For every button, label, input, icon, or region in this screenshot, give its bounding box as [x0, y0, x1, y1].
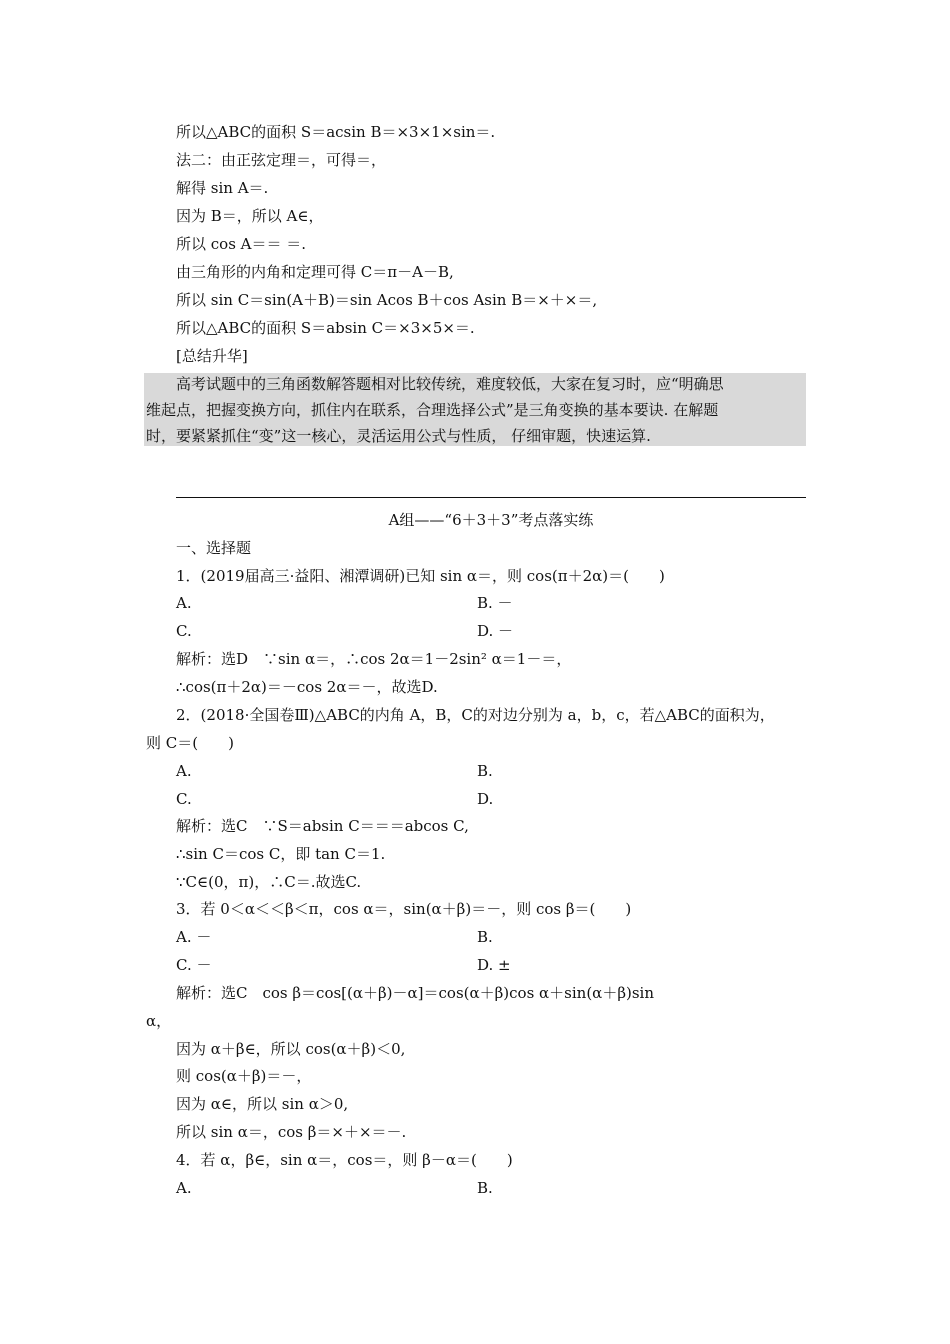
q1-option-d: D. － — [477, 622, 514, 640]
q2-solution-3: ∵C∈(0，π)，∴C＝.故选C. — [176, 873, 362, 891]
q1-stem: 1．(2019届高三·益阳、湘潭调研)已知 sin α＝，则 cos(π＋2α)＝( ) — [176, 567, 665, 585]
q2-option-a: A. — [176, 762, 192, 780]
section-title: A组——“6＋3＋3”考点落实练 — [388, 511, 594, 529]
q3-solution-5: 因为 α∈，所以 sin α＞0, — [176, 1095, 349, 1113]
summary-heading: [总结升华] — [176, 347, 248, 365]
q2-stem-1: 2．(2018·全国卷Ⅲ)△ABC的内角 A，B，C的对边分别为 a，b，c，若△ABC的面积为， — [176, 706, 775, 724]
proof-line-2: 法二：由正弦定理＝，可得＝， — [176, 151, 387, 169]
summary-line-1: 高考试题中的三角函数解答题相对比较传统，难度较低，大家在复习时，应“明确思 — [176, 375, 724, 393]
q2-option-d: D. — [477, 790, 494, 808]
q2-stem-2: 则 C＝( ) — [146, 734, 234, 752]
q2-solution-2: ∴sin C＝cos C，即 tan C＝1. — [176, 845, 386, 863]
proof-line-8: 所以△ABC的面积 S＝absin C＝×3×5×＝. — [176, 319, 475, 337]
q1-option-b: B. － — [477, 594, 513, 612]
q3-option-a: A. － — [176, 928, 212, 946]
q2-option-b: B. — [477, 762, 493, 780]
q1-option-a: A. — [176, 594, 192, 612]
q3-solution-3: 因为 α＋β∈，所以 cos(α＋β)＜0, — [176, 1040, 406, 1058]
q3-solution-1: 解析：选C cos β＝cos[(α＋β)－α]＝cos(α＋β)cos α＋sin(α＋β)sin — [176, 984, 654, 1002]
q2-solution-1: 解析：选C ∵S＝absin C＝＝＝abcos C, — [176, 817, 469, 835]
summary-line-3: 时，要紧紧抓住“变”这一核心，灵活运用公式与性质， 仔细审题，快速运算. — [146, 427, 651, 445]
proof-line-7: 所以 sin C＝sin(A＋B)＝sin Acos B＋cos Asin B＝×＋×＝, — [176, 291, 598, 309]
q4-option-b: B. — [477, 1179, 493, 1197]
q4-option-a: A. — [176, 1179, 192, 1197]
q3-option-c: C. － — [176, 956, 212, 974]
summary-line-2: 维起点，把握变换方向，抓住内在联系，合理选择公式”是三角变换的基本要诀. 在解题 — [146, 401, 719, 419]
proof-line-4: 因为 B＝，所以 A∈， — [176, 207, 324, 225]
q2-option-c: C. — [176, 790, 192, 808]
q3-stem: 3．若 0＜α＜＜β＜π，cos α＝，sin(α＋β)＝－，则 cos β＝( ) — [176, 900, 632, 918]
q1-solution-2: ∴cos(π＋2α)＝－cos 2α＝－，故选D. — [176, 678, 438, 696]
q3-solution-6: 所以 sin α＝，cos β＝×＋×＝－. — [176, 1123, 407, 1141]
proof-line-3: 解得 sin A＝. — [176, 179, 269, 197]
proof-line-1: 所以△ABC的面积 S＝acsin B＝×3×1×sin＝. — [176, 123, 496, 141]
proof-line-5: 所以 cos A＝＝ ＝. — [176, 235, 307, 253]
part-heading: 一、选择题 — [176, 539, 252, 557]
proof-line-6: 由三角形的内角和定理可得 C＝π－A－B, — [176, 263, 454, 281]
q3-option-d: D. ± — [477, 956, 511, 974]
q1-option-c: C. — [176, 622, 192, 640]
q1-solution-1: 解析：选D ∵sin α＝，∴cos 2α＝1－2sin² α＝1－＝， — [176, 650, 572, 668]
q3-solution-4: 则 cos(α＋β)＝－， — [176, 1067, 312, 1085]
section-divider — [176, 497, 806, 498]
q3-option-b: B. — [477, 928, 493, 946]
q4-stem: 4．若 α，β∈，sin α＝，cos＝，则 β－α＝( ) — [176, 1151, 513, 1169]
q3-solution-2: α， — [146, 1012, 172, 1030]
